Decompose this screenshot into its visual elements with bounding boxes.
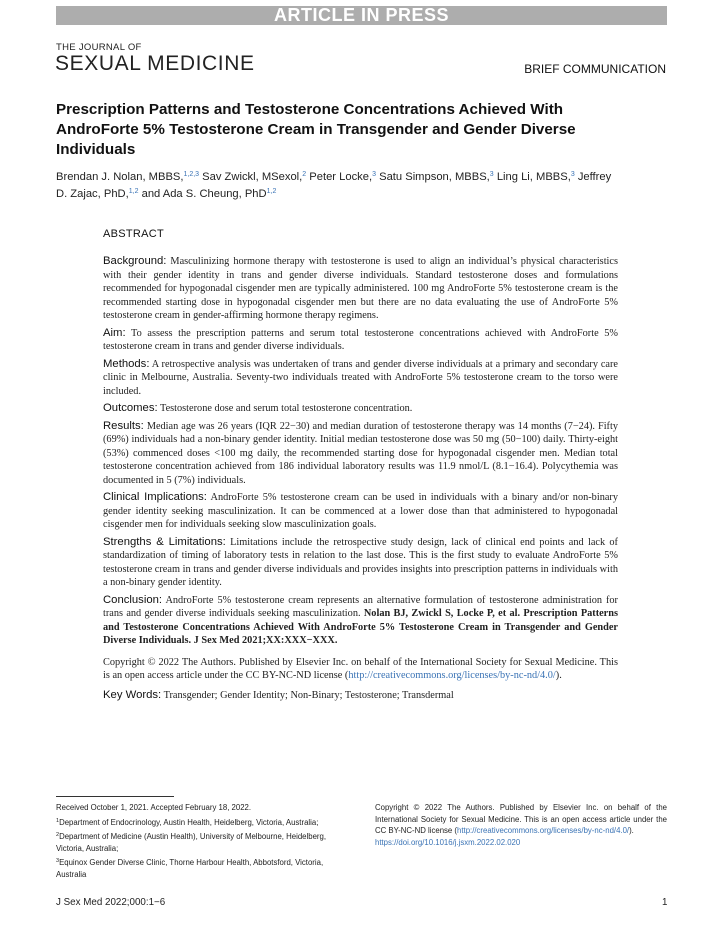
affiliation-1: $^1$Department of Endocrinology, Austin Health, Heidelberg, Victoria, Australia; <box>56 817 319 827</box>
author-affiliation-marker: 1,2,3 <box>183 171 200 178</box>
author-name: Sav Zwickl, MSexol, <box>202 171 303 183</box>
license-link[interactable]: http://creativecommons.org/licenses/by-nc-nd/4.0/ <box>348 670 556 681</box>
abstract-clinical-implications: Clinical Implications: AndroForte 5% testosterone cream can be used in individuals with a binary and/or non-binary gender identity seeking masculinization. It can be commenced at a lower dose than that administered to hypogonadal cisgender men for individuals seeking slow masculinization goals. <box>103 491 618 530</box>
affiliation-3: $^3$Equinox Gender Diverse Clinic, Thorne Harbour Health, Abbotsford, Victoria, Australia <box>56 858 324 879</box>
abstract-outcomes: Outcomes: Testosterone dose and serum total testosterone concentration. <box>103 402 413 414</box>
page-number: 1 <box>662 897 668 908</box>
author-affiliation-marker: 3 <box>372 171 376 178</box>
author-affiliation-marker: 2 <box>302 171 307 178</box>
abstract-results: Results: Median age was 26 years (IQR 22−30) and median duration of testosterone therapy was 14 months (7−24). Fifty (69%) individuals had a non-binary gender identity. Initial median testosterone dose was 50 mg (50−100) daily. Thirty-eight (53%) commenced doses <100 mg daily, the recommended starting dose for hypogonadal cisgender men. Median total testosterone concentration achieved from 186 individual laboratory results was 11.9 nmol/L (8.1−16.4). Polycythemia was documented in 5 (7%) individuals. <box>103 419 618 486</box>
footnote-divider <box>56 796 174 797</box>
abstract-methods: Methods: A retrospective analysis was undertaken of trans and gender diverse individuals at a primary and secondary care clinic in Melbourne, Australia. Seventy-two individuals treated with AndroForte 5% testosterone cream to the torso were included. <box>103 357 618 397</box>
keywords: Key Words: Transgender; Gender Identity; Non-Binary; Testosterone; Transdermal <box>103 688 454 701</box>
author-name: Jeffrey D. Zajac, PhD, <box>56 171 612 200</box>
journal-citation: J Sex Med 2022;000:1−6 <box>56 897 166 908</box>
author-affiliation-marker: 1,2 <box>128 188 139 195</box>
journal-name-small: THE JOURNAL OF <box>56 42 142 53</box>
footnotes-left <box>56 802 351 884</box>
author-name: Peter Locke, <box>309 171 373 183</box>
author-name: Ada S. Cheung, PhD <box>162 188 267 200</box>
journal-name: SEXUAL MEDICINE <box>55 52 255 75</box>
footnotes-right: Copyright © 2022 The Authors. Published by Elsevier Inc. on behalf of the International Society for Sexual Medicine. This is an open access article under the CC BY-NC-ND license (http://creativecommons.org/licenses/by-nc-nd/4.0/). https://doi.org/10.1016/j.jsxm.2022.02.020 <box>375 803 667 847</box>
author-affiliation-marker: 3 <box>570 171 575 178</box>
section-label: BRIEF COMMUNICATION <box>524 62 666 76</box>
abstract-background: Background: Masculinizing hormone therapy with testosterone is used to align an individual’s physical characteristics with their gender identity in trans and gender diverse individuals. Standard testosterone doses and formulations recommended for hypogonadal cisgender men are typically administered. 100 mg AndroForte 5% testosterone cream is the recommended starting dose in hypogonadal cisgender men but there are no data evaluating the use of AndroForte 5% testosterone cream in gender-affirming hormone therapy regimens. <box>103 255 618 321</box>
abstract-heading: ABSTRACT <box>103 228 165 240</box>
author-list <box>56 169 616 203</box>
abstract-body <box>103 255 618 706</box>
footnote-license-link[interactable]: http://creativecommons.org/licenses/by-nc-nd/4.0/ <box>457 826 630 836</box>
author-name: Satu Simpson, MBBS, <box>379 171 490 183</box>
abstract-conclusion: Conclusion: AndroForte 5% testosterone cream represents an alternative formulation of testosterone administration for trans and gender diverse individuals seeking masculinization. Nolan BJ, Zwickl S, Locke P, et al. Prescription Patterns and Testosterone Concentrations Achieved With AndroForte 5% Testosterone Cream in Transgender and Gender Diverse Individuals. J Sex Med 2021;XX:XXX−XXX. <box>103 593 618 646</box>
citation-text: Nolan BJ, Zwickl S, Locke P, et al. Prescription Patterns and Testosterone Concentrations Achieved With AndroForte 5% Testosterone Cream in Transgender and Gender Diverse Individuals. J Sex Med 2021;XX:XXX−XXX. <box>103 608 618 646</box>
doi-link[interactable]: https://doi.org/10.1016/j.jsxm.2022.02.020 <box>375 837 521 847</box>
article-in-press-banner: ARTICLE IN PRESS <box>56 6 667 25</box>
article-title: Prescription Patterns and Testosterone Concentrations Achieved With AndroForte 5% Testosterone Cream in Transgender and Gender Diverse Individuals <box>56 101 576 158</box>
author-affiliation-marker: 3 <box>489 171 494 178</box>
affiliation-2: $^2$Department of Medicine (Austin Health), University of Melbourne, Heidelberg, Victoria, Australia; <box>56 832 327 853</box>
abstract-aim: Aim: To assess the prescription patterns and serum total testosterone concentrations achieved with AndroForte 5% testosterone cream in trans and gender diverse individuals. <box>103 326 618 352</box>
abstract-copyright: Copyright © 2022 The Authors. Published by Elsevier Inc. on behalf of the International Society for Sexual Medicine. This is an open access article under the CC BY-NC-ND license (http://creativecommons.org/licenses/by-nc-nd/4.0/). <box>103 656 618 681</box>
author-name: Ling Li, MBBS, <box>496 171 571 183</box>
received-dates: Received October 1, 2021. Accepted February 18, 2022. <box>56 803 252 812</box>
abstract-strengths-limitations: Strengths & Limitations: Limitations include the retrospective study design, lack of clinical end points and lack of standardization of timing of laboratory tests in relation to the last dose. This is the first study to evaluate AndroForte 5% testosterone cream in trans and gender diverse individuals and provides insights into prescription patterns in individuals with a non-binary gender identity. <box>103 535 618 588</box>
author-name: Brendan J. Nolan, MBBS, <box>56 171 184 183</box>
author-affiliation-marker: 1,2 <box>266 188 277 195</box>
author-separator: and <box>138 188 163 200</box>
